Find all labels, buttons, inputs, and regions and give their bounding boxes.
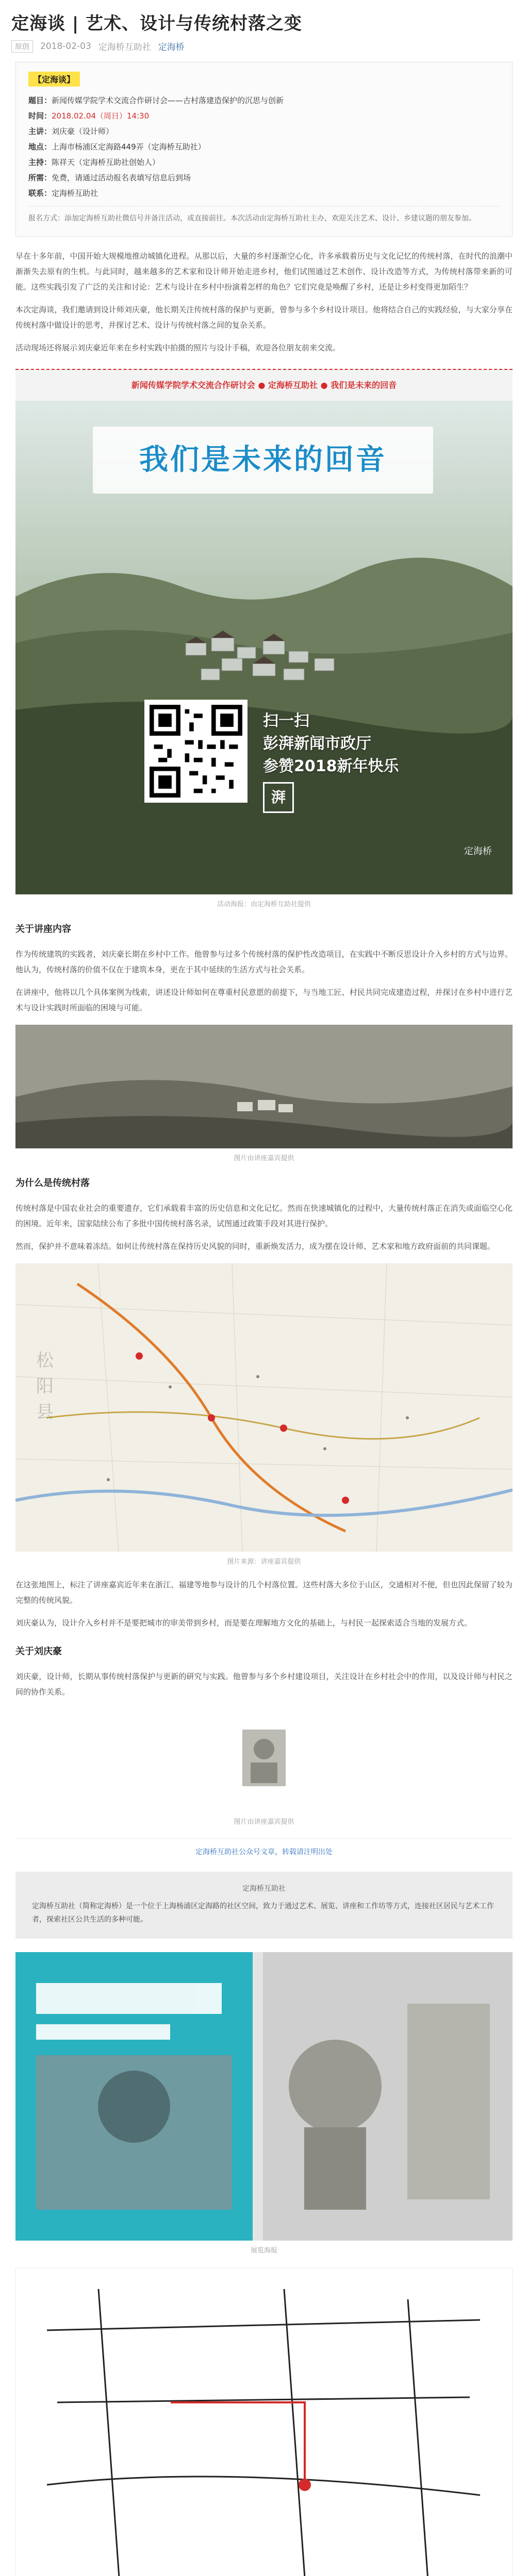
map-1 bbox=[15, 1263, 513, 1552]
section-title-why: 为什么是传统村落 bbox=[15, 1178, 90, 1189]
info-row-value: 刘庆豪（设计师） bbox=[52, 127, 114, 136]
section-title-speaker: 关于刘庆豪 bbox=[15, 1646, 62, 1657]
info-row bbox=[28, 170, 500, 185]
info-row bbox=[28, 185, 500, 201]
intro-paragraph: 活动现场还将展示刘庆豪近年来在乡村实践中拍摄的照片与设计手稿，欢迎各位朋友前来交流。 bbox=[15, 343, 341, 352]
info-row-value: 定海桥互助社 bbox=[52, 189, 98, 198]
info-row-label: 所需： bbox=[28, 173, 52, 182]
poster-side-line: 扫一扫 bbox=[263, 712, 309, 730]
map-paragraph: 在这张地图上，标注了讲座嘉宾近年来在浙江、福建等地参与设计的几个村落位置。这些村落大多位于山区，交通相对不便，但也因此保留了较为完整的传统风貌。 bbox=[15, 1580, 513, 1605]
info-row-value: 2018.02.04（周日）14:30 bbox=[52, 111, 150, 121]
photo-1 bbox=[15, 1025, 513, 1148]
why-paragraph: 然而，保护并不意味着冻结。如何让传统村落在保持历史风貌的同时，重新焕发活力，成为摆在设计师、艺术家和地方政府面前的共同课题。 bbox=[15, 1242, 496, 1251]
info-row-value: 新闻传媒学院学术交流合作研讨会——古村落建造保护的沉思与创新 bbox=[52, 96, 284, 105]
lecture-paragraph: 在讲座中，他将以几个具体案例为线索，讲述设计师如何在尊重村民意愿的前提下，与当地工匠、村民共同完成建造过程，并探讨在乡村中进行艺术与设计实践时所面临的困境与可能。 bbox=[15, 988, 513, 1012]
photo-2-caption: 图片由讲座嘉宾提供 bbox=[234, 1818, 294, 1826]
article-title: 定海谈 | 艺术、设计与传统村落之变 bbox=[11, 13, 303, 34]
landscape-photo bbox=[15, 1025, 513, 1148]
speaker-section bbox=[0, 1669, 528, 1700]
author-description: 定海桥互助社（简称定海桥）是一个位于上海杨浦区定海路的社区空间，致力于通过艺术、展览、讲座和工作坊等方式，连接社区居民与艺术工作者，探索社区公共生活的多种可能。 bbox=[32, 1902, 494, 1924]
info-row bbox=[28, 124, 500, 139]
info-row-value: 上海市杨浦区定海路449弄（定海桥互助社） bbox=[52, 142, 206, 151]
exhibit-poster bbox=[15, 1952, 513, 2241]
speaker-paragraph: 刘庆豪，设计师，长期从事传统村落保护与更新的研究与实践。他曾参与多个乡村建设项目，关注设计在乡村社会中的作用，以及设计师与村民之间的协作关系。 bbox=[15, 1672, 513, 1697]
info-row-label: 题目： bbox=[28, 96, 52, 105]
photo-2 bbox=[15, 1709, 513, 1812]
info-row-label: 联系： bbox=[28, 189, 52, 198]
map-watermark-char: 阳 bbox=[36, 1376, 54, 1397]
intro-section bbox=[0, 248, 528, 355]
location-sketch-map bbox=[16, 2268, 512, 2576]
poster-side-line: 参赞2018新年快乐 bbox=[263, 757, 399, 775]
map-paragraph: 刘庆豪认为，设计介入乡村并不是要把城市的审美带到乡村，而是要在理解地方文化的基础上，与村民一起探索适合当地的发展方式。 bbox=[15, 1618, 472, 1628]
info-row-label: 主讲： bbox=[28, 127, 52, 136]
map-watermark-char: 松 bbox=[36, 1350, 54, 1371]
exhibit-caption: 展览海报 bbox=[250, 2247, 277, 2255]
map-watermark-char: 县 bbox=[36, 1402, 54, 1422]
photo-1-caption: 图片由讲座嘉宾提供 bbox=[234, 1155, 294, 1162]
info-row-value: 免费，请通过活动报名表填写信息后到场 bbox=[52, 173, 191, 182]
event-info-box bbox=[15, 62, 513, 237]
intro-paragraph: 早在十多年前，中国开始大规模地推动城镇化进程。从那以后，大量的乡村逐渐空心化，许多承载着历史与文化记忆的传统村落，在时代的浪潮中渐渐失去原有的生机。与此同时，越来越多的艺术家和设计师开始走进乡村，他们试图通过艺术创作、设计改造等方式，为传统村落带来新的可能。这些实践引发了广泛的关注和讨论：艺术与设计在乡村中扮演着怎样的角色？它们究竟是唤醒了乡村，还是让乡村变得更加陌生？ bbox=[15, 251, 513, 292]
poster-side-text bbox=[263, 710, 399, 778]
poster-side-line: 彭湃新闻市政厅 bbox=[263, 735, 371, 753]
original-tag: 原创 bbox=[11, 40, 33, 53]
info-rows bbox=[28, 93, 500, 201]
section-title-lecture: 关于讲座内容 bbox=[15, 924, 71, 935]
info-row-label: 地点： bbox=[28, 142, 52, 151]
poster-title: 我们是未来的回音 bbox=[139, 443, 387, 477]
account-link[interactable]: 定海桥 bbox=[158, 42, 185, 53]
map-explanation-section bbox=[0, 1577, 528, 1631]
account-name: 定海桥互助社 bbox=[98, 42, 151, 53]
poster-caption: 活动海报：由定海桥互助社提供 bbox=[217, 901, 311, 908]
author-name: 定海桥互助社 bbox=[242, 1885, 286, 1893]
publish-date: 2018-02-03 bbox=[40, 41, 91, 52]
why-section bbox=[0, 1200, 528, 1254]
info-row bbox=[28, 93, 500, 108]
meta-row bbox=[0, 38, 528, 62]
village-map bbox=[15, 1263, 513, 1552]
intro-paragraph: 本次定海谈，我们邀请到设计师刘庆豪，他长期关注传统村落的保护与更新，曾参与多个乡村设计项目。他将结合自己的实践经验，与大家分享在传统村落中做设计的思考，并探讨艺术、设计与传统村落之间的复杂关系。 bbox=[15, 305, 513, 330]
info-row-label: 主持： bbox=[28, 158, 52, 167]
map-1-caption: 图片来源：讲座嘉宾提供 bbox=[227, 1558, 301, 1566]
exhibit-poster-image bbox=[15, 1952, 513, 2241]
poster-top-text: 新闻传媒学院学术交流合作研讨会 ● 定海桥互助社 ● 我们是未来的回音 bbox=[15, 370, 513, 401]
info-head: 【定海谈】 bbox=[28, 72, 80, 87]
author-card bbox=[15, 1872, 513, 1939]
info-row-value: 陈祥天（定海桥互助社创始人） bbox=[52, 158, 160, 167]
info-row-label: 时间： bbox=[28, 111, 52, 121]
lecture-paragraph: 作为传统建筑的实践者，刘庆豪长期在乡村中工作。他曾参与过多个传统村落的保护性改造项目，在实践中不断反思设计介入乡村的方式与边界。他认为，传统村落的价值不仅在于建筑本身，更在于其中延续的生活方式与社会关系。 bbox=[15, 950, 513, 974]
info-row bbox=[28, 139, 500, 155]
map-2 bbox=[15, 2268, 513, 2576]
repost-notice: 定海桥互助社公众号文章，转载请注明出处 bbox=[15, 1838, 513, 1858]
info-row bbox=[28, 108, 500, 124]
qr-code[interactable] bbox=[144, 700, 248, 803]
poster-watermark: 定海桥 bbox=[464, 846, 492, 857]
speaker-photo bbox=[15, 1709, 513, 1812]
why-paragraph: 传统村落是中国农业社会的重要遗存，它们承载着丰富的历史信息和文化记忆。然而在快速城镇化的过程中，大量传统村落正在消失或面临空心化的困境。近年来，国家陆续公布了多批中国传统村落名录，试图通过政策手段对其进行保护。 bbox=[15, 1204, 513, 1228]
event-poster bbox=[15, 369, 513, 894]
poster-brand-mark: 湃 bbox=[263, 782, 294, 813]
info-row bbox=[28, 155, 500, 170]
lecture-section bbox=[0, 946, 528, 1015]
info-note: 报名方式：添加定海桥互助社微信号并备注活动，或直接前往。本次活动由定海桥互助社主办，欢迎关注艺术、设计、乡建议题的朋友参加。 bbox=[28, 206, 500, 225]
qr-code-icon bbox=[150, 705, 242, 798]
